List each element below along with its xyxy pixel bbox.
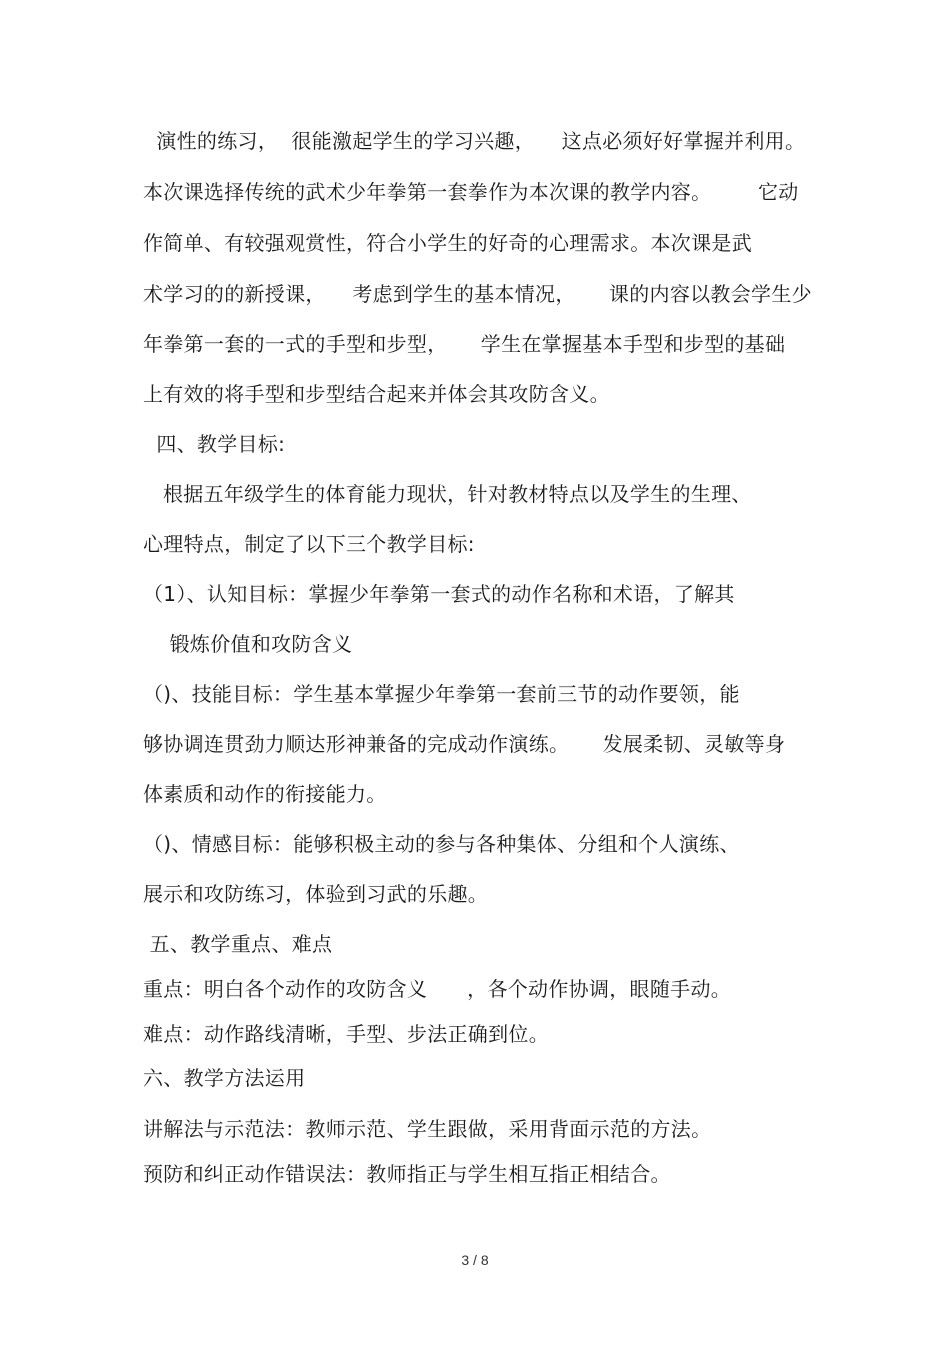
text-line: 术学习的的新授课， 考虑到学生的基本情况， 课的内容以教会学生少 xyxy=(143,282,812,306)
text-line: 够协调连贯劲力顺达形神兼备的完成动作演练。 发展柔韧、灵敏等身 xyxy=(143,732,786,756)
section-heading: 五、教学重点、难点 xyxy=(143,932,333,956)
text-line: 难点：动作路线清晰，手型、步法正确到位。 xyxy=(143,1022,549,1046)
text-line: 根据五年级学生的体育能力现状，针对教材特点以及学生的生理、 xyxy=(143,482,752,506)
text-line: 本次课选择传统的武术少年拳第一套拳作为本次课的教学内容。 它动 xyxy=(143,180,799,204)
text-line: 展示和攻防练习，体验到习武的乐趣。 xyxy=(143,882,489,906)
text-line: 年拳第一套的一式的手型和步型， 学生在掌握基本手型和步型的基础 xyxy=(143,332,786,356)
page-number: 3 / 8 xyxy=(461,1252,489,1268)
section-heading: 四、教学目标: xyxy=(143,432,286,456)
text-line: 预防和纠正动作错误法：教师指正与学生相互指正相结合。 xyxy=(143,1162,671,1186)
text-line: 锻炼价值和攻防含义 xyxy=(143,632,353,656)
text-line: 上有效的将手型和步型结合起来并体会其攻防含义。 xyxy=(143,382,610,406)
section-heading: 六、教学方法运用 xyxy=(143,1066,306,1090)
text-line: 作简单、有较强观赏性，符合小学生的好奇的心理需求。本次课是武 xyxy=(143,231,752,255)
text-line: （1）、认知目标：掌握少年拳第一套式的动作名称和术语，了解其 xyxy=(143,582,735,606)
text-line: （)、情感目标：能够积极主动的参与各种集体、分组和个人演练、 xyxy=(143,832,740,856)
text-line: 体素质和动作的衔接能力。 xyxy=(143,782,387,806)
text-line: 讲解法与示范法：教师示范、学生跟做，采用背面示范的方法。 xyxy=(143,1117,712,1141)
text-line: 心理特点，制定了以下三个教学目标: xyxy=(143,532,475,556)
text-line: （)、技能目标：学生基本掌握少年拳第一套前三节的动作要领，能 xyxy=(143,682,740,706)
text-line: 演性的练习， 很能激起学生的学习兴趣， 这点必须好好掌握并利用。 xyxy=(143,129,806,153)
text-line: 重点：明白各个动作的攻防含义 ，各个动作协调，眼随手动。 xyxy=(143,977,732,1001)
